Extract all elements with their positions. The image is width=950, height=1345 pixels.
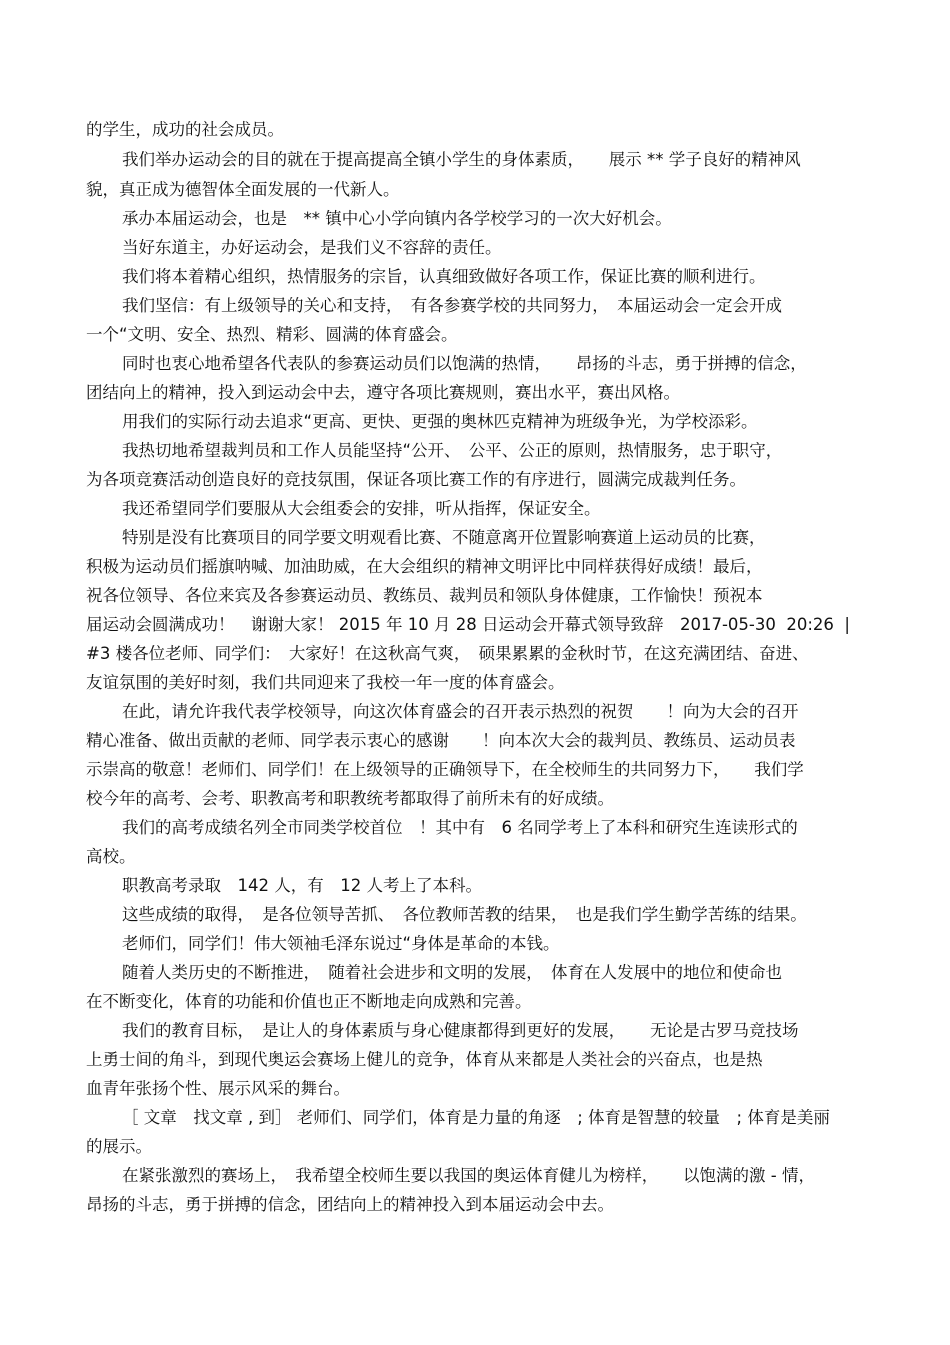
text-line: 承办本届运动会，也是 ** 镇中心小学向镇内各学校学习的一次大好机会。	[122, 209, 672, 228]
text-line: 我们举办运动会的目的就在于提高提高全镇小学生的身体素质， 展示 ** 学子良好的精神风	[122, 150, 801, 169]
text-line: 这些成绩的取得， 是各位领导苦抓、 各位教师苦教的结果， 也是我们学生勤学苦练的结果。	[122, 905, 807, 924]
text-line: 我还希望同学们要服从大会组委会的安排，听从指挥，保证安全。	[122, 499, 601, 518]
text-line: 祝各位领导、各位来宾及各参赛运动员、教练员、裁判员和领队身体健康，工作愉快！预祝本	[86, 586, 763, 605]
text-line: 我热切地希望裁判员和工作人员能坚持“公开、 公平、公正的原则，热情服务，忠于职守，	[122, 441, 783, 460]
text-line: 在此，请允许我代表学校领导，向这次体育盛会的召开表示热烈的祝贺 ！向为大会的召开	[122, 702, 799, 721]
text-line: 我们将本着精心组织，热情服务的宗旨，认真细致做好各项工作，保证比赛的顺利进行。	[122, 267, 766, 286]
text-line: 为各项竞赛活动创造良好的竞技氛围，保证各项比赛工作的有序进行，圆满完成裁判任务。	[86, 470, 746, 489]
text-line: 在不断变化，体育的功能和价值也正不断地走向成熟和完善。	[86, 992, 532, 1011]
text-line: 的学生，成功的社会成员。	[86, 120, 284, 139]
text-line: 我们坚信：有上级领导的关心和支持， 有各参赛学校的共同努力， 本届运动会一定会开成	[122, 296, 782, 315]
text-line: 我们的教育目标， 是让人的身体素质与身心健康都得到更好的发展， 无论是古罗马竞技场	[122, 1021, 799, 1040]
text-line: 特别是没有比赛项目的同学要文明观看比赛、不随意离开位置影响赛道上运动员的比赛，	[122, 528, 766, 547]
text-line: 貌，真正成为德智体全面发展的一代新人。	[86, 180, 400, 199]
text-line: ［ 文章 找文章 , 到］ 老师们、同学们，体育是力量的角逐 ; 体育是智慧的较量 ; 体育是美丽	[122, 1108, 830, 1127]
text-line: 上勇士间的角斗，到现代奥运会赛场上健儿的竞争，体育从来都是人类社会的兴奋点，也是热	[86, 1050, 763, 1069]
text-line: 团结向上的精神，投入到运动会中去，遵守各项比赛规则，赛出水平，赛出风格。	[86, 383, 680, 402]
text-line: 同时也衷心地希望各代表队的参赛运动员们以饱满的热情， 昂扬的斗志，勇于拼搏的信念，	[122, 354, 807, 373]
text-line: 血青年张扬个性、展示风采的舞台。	[86, 1079, 350, 1098]
text-line: 的展示。	[86, 1137, 152, 1156]
text-line: 积极为运动员们摇旗呐喊、加油助威，在大会组织的精神文明评比中同样获得好成绩！最后，	[86, 557, 763, 576]
text-line: 示崇高的敬意！老师们、同学们！在上级领导的正确领导下，在全校师生的共同努力下， 我们学	[86, 760, 804, 779]
text-line: 老师们，同学们！伟大领袖毛泽东说过“身体是革命的本钱。	[122, 934, 560, 953]
text-line: 当好东道主，办好运动会，是我们义不容辞的责任。	[122, 238, 502, 257]
text-line: 随着人类历史的不断推进， 随着社会进步和文明的发展， 体育在人发展中的地位和使命也	[122, 963, 782, 982]
text-line: 友谊氛围的美好时刻，我们共同迎来了我校一年一度的体育盛会。	[86, 673, 565, 692]
text-line: 职教高考录取 142 人，有 12 人考上了本科。	[122, 876, 482, 895]
text-line: 昂扬的斗志，勇于拼搏的信念，团结向上的精神投入到本届运动会中去。	[86, 1195, 614, 1214]
text-line: 届运动会圆满成功！ 谢谢大家！ 2015 年 10 月 28 日运动会开幕式领导致辞 2017-05-30 20:26 |	[86, 615, 850, 634]
text-line: 精心准备、做出贡献的老师、同学表示衷心的感谢 ！向本次大会的裁判员、教练员、运动员表	[86, 731, 796, 750]
text-line: 校今年的高考、会考、职教高考和职教统考都取得了前所未有的好成绩。	[86, 789, 614, 808]
text-line: 高校。	[86, 847, 136, 866]
text-line: 用我们的实际行动去追求“更高、更快、更强的奥林匹克精神为班级争光，为学校添彩。	[122, 412, 758, 431]
text-line: 一个“文明、安全、热烈、精彩、圆满的体育盛会。	[86, 325, 458, 344]
text-line: #3 楼各位老师、同学们： 大家好！在这秋高气爽， 硕果累累的金秋时节，在这充满团结、奋进、	[86, 644, 809, 663]
text-line: 我们的高考成绩名列全市同类学校首位 ！其中有 6 名同学考上了本科和研究生连读形式的	[122, 818, 798, 837]
text-line: 在紧张激烈的赛场上， 我希望全校师生要以我国的奥运体育健儿为榜样， 以饱满的激 - 情，	[122, 1166, 815, 1185]
